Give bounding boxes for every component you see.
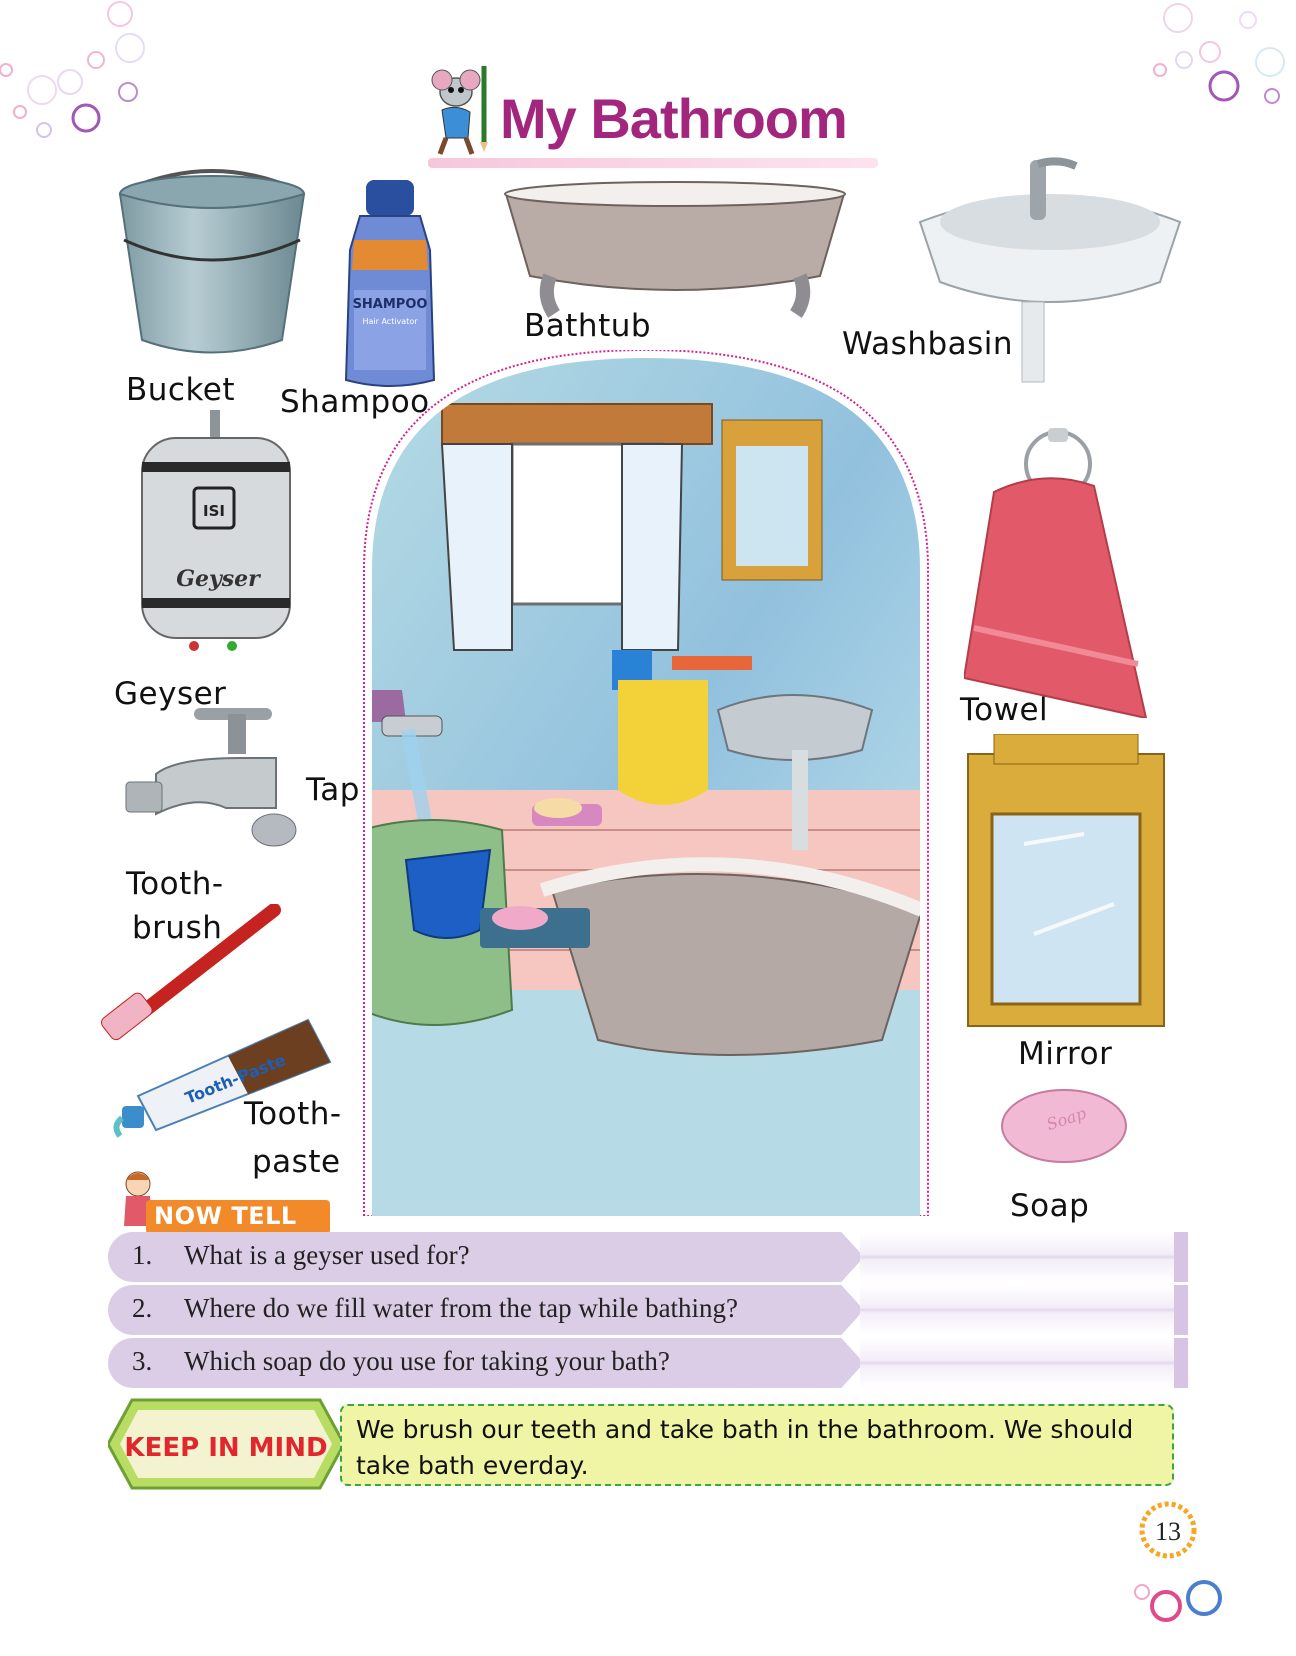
soap-image [998,1084,1130,1168]
mouse-mascot-icon [420,60,510,160]
label-bucket: Bucket [126,372,236,408]
bubbles-top-left-decoration [0,0,160,150]
answer-band-end [1174,1285,1188,1335]
title-block [420,60,880,170]
toothpaste-tube-text: Tooth-Paste [182,1050,289,1108]
question-row [108,1232,1188,1282]
label-toothpaste-line1: Tooth- [244,1096,342,1132]
keep-in-mind-text: We brush our teeth and take bath in the bathroom. We should take bath everday. [340,1404,1174,1486]
isi-mark-text: ISI [203,502,225,520]
answer-space[interactable] [860,1232,1184,1282]
label-bathtub: Bathtub [524,308,652,344]
shampoo-bottle-text: SHAMPOO [352,297,428,312]
label-shampoo: Shampoo [280,384,430,420]
keep-in-mind-badge [108,1392,344,1496]
bathroom-scene-illustration [362,350,930,1216]
shampoo-bottle-subtext: Hair Activator [362,317,418,326]
keep-in-mind-heading: KEEP IN MIND [124,1433,328,1463]
bucket-image [112,160,322,380]
label-mirror: Mirror [1018,1036,1113,1072]
label-toothbrush-line1: Tooth- [126,866,224,902]
question-row [108,1338,1188,1388]
answer-space[interactable] [860,1338,1184,1388]
answer-band-end [1174,1232,1188,1282]
towel-image [964,428,1154,718]
soap-bar-text: Soap [1044,1103,1089,1135]
question-row [108,1285,1188,1335]
question-text: Where do we fill water from the tap while bathing? [184,1293,739,1323]
answer-space[interactable] [860,1285,1184,1335]
geyser-brand-text: Geyser [176,566,260,592]
tap-image [116,704,316,850]
mirror-image [964,734,1168,1030]
label-tap: Tap [306,772,360,808]
now-tell-us-heading [146,1200,330,1234]
question-number: 3. [132,1346,153,1376]
answer-band-end [1174,1338,1188,1388]
geyser-image [136,410,296,660]
label-washbasin: Washbasin [842,326,1014,362]
title-underline [428,158,878,168]
label-toothpaste-line2: paste [252,1144,341,1180]
bubbles-top-right-decoration [1150,0,1296,120]
page-number: 13 [1155,1517,1181,1546]
page-number-badge [1120,1496,1230,1626]
label-soap: Soap [1010,1188,1090,1224]
label-geyser: Geyser [114,676,227,712]
label-towel: Towel [960,692,1049,728]
now-tell-us-text: NOW TELL [154,1202,297,1230]
question-number: 2. [132,1293,153,1323]
question-text: Which soap do you use for taking your bath? [184,1346,670,1376]
question-number: 1. [132,1240,153,1270]
question-text: What is a geyser used for? [184,1240,470,1270]
page-title: My Bathroom [500,87,847,150]
label-toothbrush-line2: brush [132,910,223,946]
